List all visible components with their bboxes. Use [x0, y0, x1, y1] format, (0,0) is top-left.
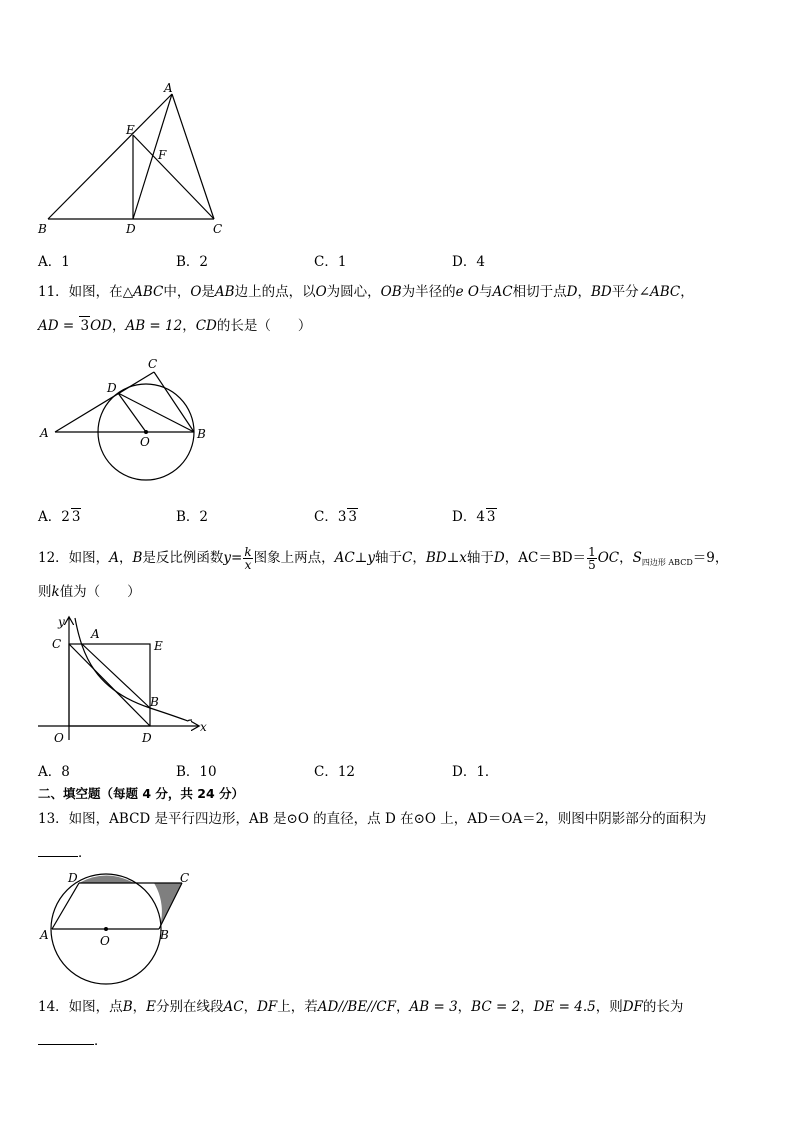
q13-stem-line2: ． — [38, 842, 92, 862]
q10-option-d[interactable]: D．4 — [452, 254, 485, 270]
q12-stem-line1: 12．如图，A，B是反比例函数y= $\frac{k}{x}$ 图象上两点，AC⊥y轴于C，BD⊥x轴于D，AC＝BD＝ $\frac{1}{5}$ OC，$S_{四边形 ABCD}=9$， — [38, 545, 729, 572]
label-b: B — [150, 695, 159, 709]
section-title-fill-in: 二、填空题（每题 4 分，共 24 分） — [38, 786, 245, 801]
q14-stem-line1: 14．如图，点B，E分别在线段AC，DF上，若AD//BE//CF，AB = 3，BC = 2，DE = 4.5，则DF的长为 — [38, 999, 684, 1015]
label-c: C — [148, 357, 158, 371]
q11-option-d[interactable]: D．4 3 — [452, 509, 496, 525]
label-d: D — [68, 871, 78, 885]
q10-option-b[interactable]: B．2 — [176, 254, 209, 270]
label-f: F — [158, 148, 167, 162]
q12-option-b[interactable]: B．10 — [176, 764, 217, 780]
label-y: y — [58, 615, 65, 629]
label-a: A — [40, 426, 49, 440]
q11-option-a[interactable]: A．2 3 — [38, 509, 81, 525]
label-o: O — [54, 731, 64, 745]
label-o: O — [100, 934, 110, 948]
q13-stem-line1: 13．如图，ABCD 是平行四边形，AB 是⊙O 的直径，点 D 在⊙O 上，AD＝OA＝2，则图中阴影部分的面积为 — [38, 811, 707, 827]
q11-option-b[interactable]: B．2 — [176, 509, 209, 525]
label-c: C — [213, 222, 223, 236]
q14-answer-blank[interactable] — [38, 1030, 94, 1045]
label-o: O — [140, 435, 150, 449]
k-over-x-fraction: $\frac{k}{x}$ — [244, 545, 252, 572]
q11-stem-line1: 11．如图，在△ABC中，O是AB边上的点，以O为圆心，OB为半径的e O与AC相切于点D，BD平分∠ABC， — [38, 284, 694, 300]
q12-stem-line2: 则k值为（ ） — [38, 584, 141, 600]
q11-option-c[interactable]: C．3 3 — [314, 509, 358, 525]
label-a: A — [40, 928, 49, 942]
q10-option-a[interactable]: A．1 — [38, 254, 70, 270]
label-b: B — [197, 427, 206, 441]
q12-option-c[interactable]: C．12 — [314, 764, 356, 780]
label-d: D — [142, 731, 152, 745]
label-e: E — [126, 123, 135, 137]
q14-stem-line2: ． — [38, 1030, 108, 1050]
q10-option-c[interactable]: C．1 — [314, 254, 347, 270]
label-c: C — [52, 637, 62, 651]
label-b: B — [38, 222, 47, 236]
label-c: C — [180, 871, 190, 885]
one-fifth-fraction: $\frac{1}{5}$ — [588, 545, 596, 572]
label-d: D — [107, 381, 117, 395]
q11-stem-line2: AD = 3OD，AB = 12，CD的长是（ ） — [38, 318, 312, 334]
label-d: D — [126, 222, 136, 236]
q12-option-a[interactable]: A．8 — [38, 764, 70, 780]
label-a: A — [91, 627, 100, 641]
q12-option-d[interactable]: D．1． — [452, 764, 499, 780]
label-x: x — [200, 720, 207, 734]
label-e: E — [154, 639, 163, 653]
label-b: B — [160, 928, 169, 942]
label-a: A — [164, 81, 173, 95]
